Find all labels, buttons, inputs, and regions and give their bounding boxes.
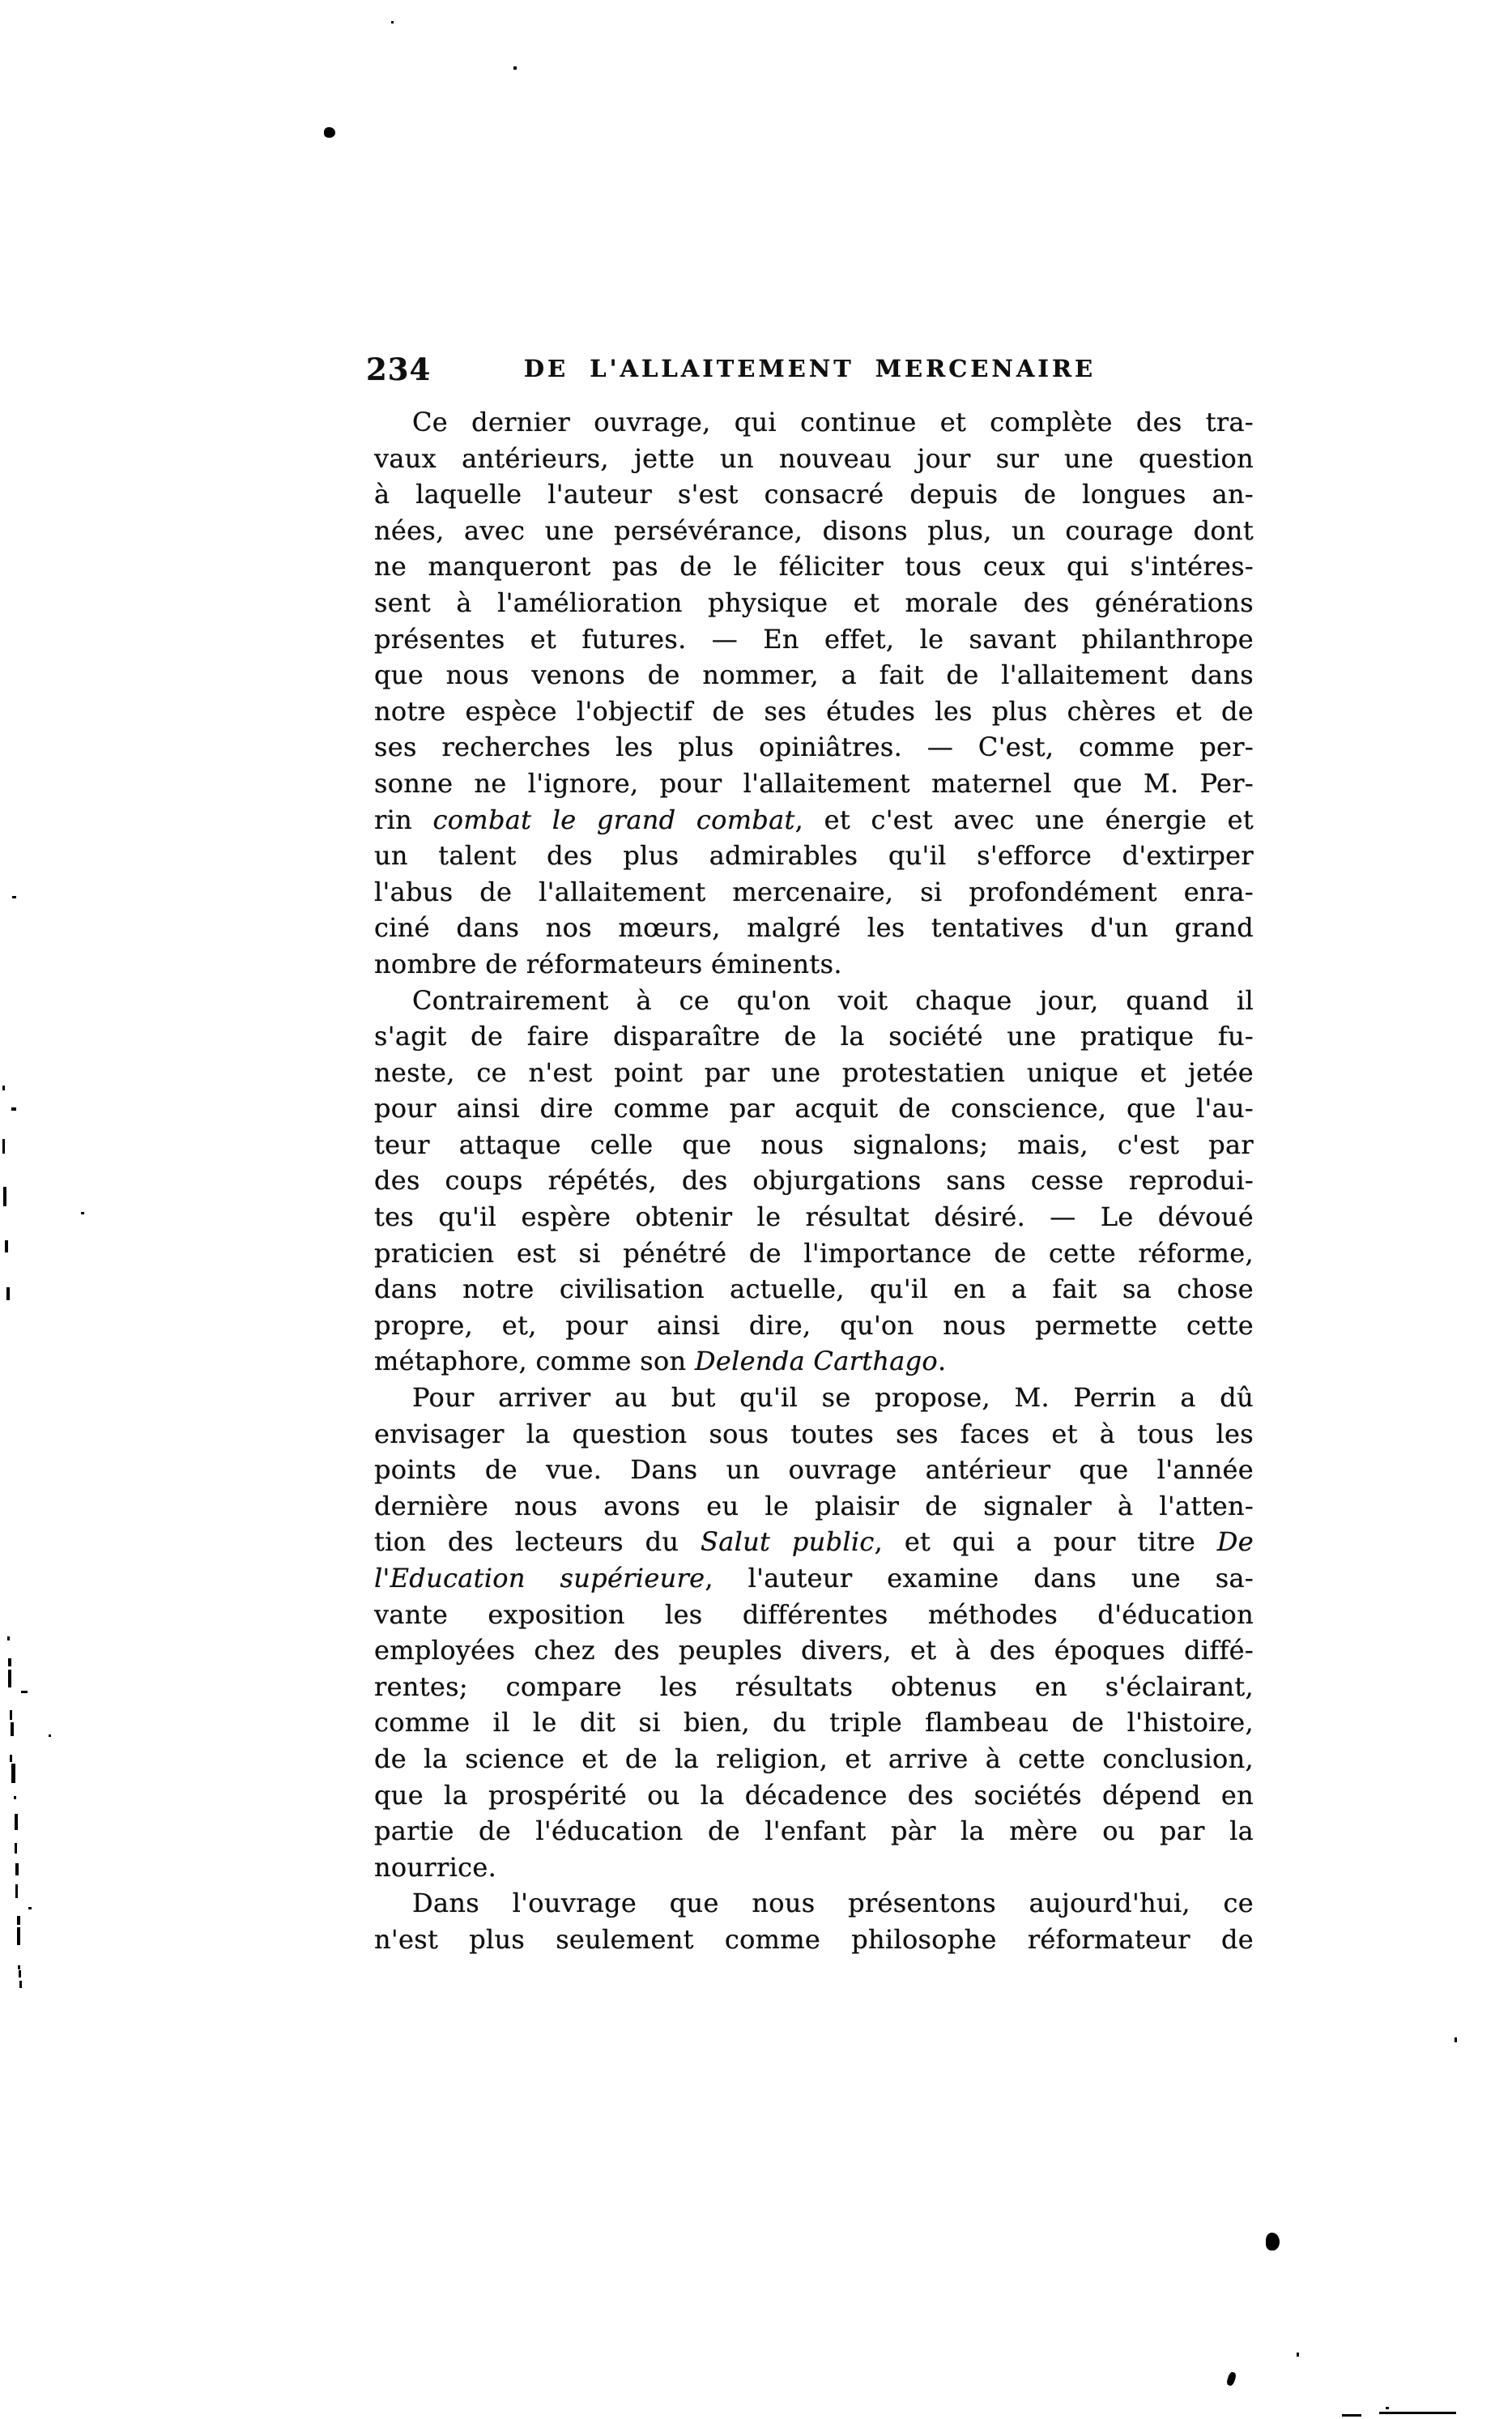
text-line	[374, 1524, 1254, 1560]
ink-mark	[1386, 2407, 1389, 2409]
text-line	[374, 1235, 1254, 1272]
text-line	[374, 1163, 1254, 1199]
italic-text: l'Education supérieure	[374, 1563, 705, 1593]
text-segment: nombre de réformateurs éminents.	[374, 948, 842, 979]
ink-mark	[1266, 2233, 1280, 2250]
text-segment: de la science et de la religion, et arrive à cette conclusion,	[374, 1743, 1254, 1774]
text-line	[374, 1632, 1254, 1669]
ink-mark	[513, 66, 517, 70]
text-segment: vante exposition les différentes méthodes d'éducation	[374, 1598, 1254, 1630]
text-segment: nourrice.	[374, 1851, 497, 1883]
ink-mark	[15, 1814, 18, 1830]
text-line	[374, 1813, 1254, 1849]
text-segment: rentes; compare les résultats obtenus en s'éclairant,	[374, 1670, 1254, 1702]
page-number: 234	[366, 352, 432, 387]
text-line	[374, 983, 1254, 1019]
text-segment: à laquelle l'auteur s'est consacré depuis de longues an-	[374, 479, 1254, 510]
ink-mark	[8, 1670, 11, 1687]
text-segment: un talent des plus admirables qu'il s'efforce d'extirper	[374, 840, 1254, 872]
text-line	[374, 1885, 1254, 1922]
text-line	[374, 1343, 1254, 1380]
text-segment: points de vue. Dans un ouvrage antérieur que l'année	[374, 1454, 1254, 1486]
text-segment: tion des lecteurs du	[374, 1526, 701, 1558]
ink-mark	[18, 1965, 20, 1969]
text-segment: employées chez des peuples divers, et à des époques diffé-	[374, 1635, 1254, 1666]
ink-mark	[17, 1916, 20, 1925]
ink-mark	[1226, 2371, 1237, 2387]
text-segment: sonne ne l'ignore, pour l'allaitement maternel que M. Per-	[374, 767, 1254, 799]
text-line	[374, 1488, 1254, 1525]
text-line	[374, 1308, 1254, 1344]
text-line	[374, 621, 1254, 658]
ink-mark	[12, 896, 16, 898]
text-line	[374, 1271, 1254, 1308]
text-segment: l'abus de l'allaitement mercenaire, si profondément enra-	[374, 876, 1254, 907]
ink-mark	[21, 1691, 28, 1693]
ink-mark	[1342, 2414, 1361, 2417]
text-segment: notre espèce l'objectif de ses études les plus chères et de	[374, 695, 1254, 727]
ink-mark	[15, 1863, 19, 1875]
text-segment: ses recherches les plus opiniâtres. — C'est, comme per-	[374, 732, 1254, 763]
text-line	[374, 657, 1254, 693]
ink-mark	[10, 1755, 12, 1762]
text-line	[374, 1849, 1254, 1886]
ink-mark	[10, 1710, 12, 1720]
text-segment: comme il le dit si bien, du triple flambeau de l'histoire,	[374, 1707, 1254, 1739]
ink-mark	[11, 1107, 16, 1111]
ink-mark	[28, 1907, 32, 1909]
running-header	[366, 352, 1254, 387]
text-line	[374, 1416, 1254, 1453]
text-line	[374, 946, 1254, 983]
ink-mark	[2, 1139, 5, 1154]
ink-mark	[2, 1086, 5, 1090]
ink-mark	[391, 21, 394, 23]
text-segment: , et c'est avec une énergie et	[794, 804, 1254, 835]
text-line	[374, 1597, 1254, 1633]
text-segment: ne manqueront pas de le féliciter tous ceux qui s'intéres-	[374, 551, 1254, 582]
text-line	[374, 404, 1254, 441]
text-segment: dernière nous avons eu le plaisir de signaler à l'atten-	[374, 1490, 1254, 1521]
text-line	[374, 693, 1254, 730]
text-segment: nées, avec une persévérance, disons plus, un courage dont	[374, 514, 1254, 546]
text-segment: , et qui a pour titre	[874, 1526, 1217, 1558]
text-line	[374, 1669, 1254, 1705]
ink-mark	[11, 1764, 15, 1783]
text-segment: envisager la question sous toutes ses faces et à tous les	[374, 1418, 1254, 1449]
text-segment: teur attaque celle que nous signalons; mais, c'est par	[374, 1128, 1254, 1160]
text-line	[374, 1018, 1254, 1055]
text-segment: s'agit de faire disparaître de la société une pratique fu-	[374, 1021, 1254, 1052]
text-segment: rin	[374, 804, 433, 835]
ink-mark	[17, 1927, 20, 1945]
text-line	[374, 1055, 1254, 1091]
ink-mark	[19, 1970, 21, 1977]
text-line	[374, 1199, 1254, 1235]
ink-mark	[3, 1187, 6, 1206]
text-segment: propre, et, pour ainsi dire, qu'on nous permette cette	[374, 1309, 1254, 1341]
text-segment: métaphore, comme son	[374, 1346, 695, 1377]
text-line	[374, 441, 1254, 477]
italic-text: Delenda Carthago	[694, 1346, 938, 1377]
ink-mark	[11, 1722, 14, 1736]
running-title: DE L'ALLAITEMENT MERCENAIRE	[523, 355, 1097, 382]
ink-mark	[14, 1796, 16, 1799]
text-segment: pour ainsi dire comme par acquit de conscience, que l'au-	[374, 1093, 1254, 1124]
text-segment: Ce dernier ouvrage, qui continue et complète des tra-	[412, 407, 1254, 437]
text-segment: vaux antérieurs, jette un nouveau jour sur une question	[374, 442, 1254, 474]
text-line	[374, 476, 1254, 513]
ink-mark	[5, 1240, 8, 1252]
text-line	[374, 874, 1254, 911]
page-text	[374, 404, 1254, 1958]
ink-mark	[7, 1636, 10, 1640]
ink-mark	[1455, 2037, 1457, 2042]
text-segment: Contrairement à ce qu'on voit chaque jour, quand il	[412, 984, 1254, 1016]
text-segment: présentes et futures. — En effet, le savant philanthrope	[374, 623, 1254, 655]
ink-mark	[15, 1843, 17, 1854]
text-line	[374, 802, 1254, 838]
text-segment: sent à l'amélioration physique et morale des générations	[374, 587, 1254, 618]
text-segment: tes qu'il espère obtenir le résultat désiré. — Le dévoué	[374, 1201, 1254, 1233]
text-segment: praticien est si pénétré de l'importance de cette réforme,	[374, 1237, 1254, 1269]
italic-text: combat le grand combat	[432, 804, 795, 835]
text-segment: , l'auteur examine dans une sa-	[705, 1563, 1254, 1593]
text-line	[374, 766, 1254, 802]
text-line	[374, 1127, 1254, 1163]
text-line	[374, 1560, 1254, 1597]
text-segment: que la prospérité ou la décadence des sociétés dépend en	[374, 1779, 1254, 1811]
text-line	[374, 1704, 1254, 1741]
text-segment: Pour arriver au but qu'il se propose, M. Perrin a dû	[412, 1382, 1254, 1414]
text-line	[374, 729, 1254, 766]
text-segment: partie de l'éducation de l'enfant pàr la mère ou par la	[374, 1815, 1254, 1847]
text-segment: des coups répétés, des objurgations sans cesse reprodui-	[374, 1165, 1254, 1197]
ink-mark	[15, 1884, 18, 1898]
italic-text: De	[1216, 1526, 1254, 1558]
text-line	[374, 585, 1254, 621]
text-line	[374, 1452, 1254, 1488]
ink-mark	[1379, 2412, 1456, 2414]
text-line	[374, 1090, 1254, 1127]
text-line	[374, 1777, 1254, 1814]
ink-mark	[324, 127, 335, 138]
text-segment: neste, ce n'est point par une protestatien unique et jetée	[374, 1056, 1254, 1088]
text-segment: dans notre civilisation actuelle, qu'il en a fait sa chose	[374, 1273, 1254, 1305]
ink-mark	[19, 1981, 22, 1988]
ink-mark	[81, 1212, 84, 1214]
text-line	[374, 548, 1254, 585]
text-segment: .	[938, 1346, 947, 1377]
text-line	[374, 838, 1254, 874]
text-line	[374, 910, 1254, 946]
text-segment: Dans l'ouvrage que nous présentons aujourd'hui, ce	[412, 1888, 1254, 1919]
text-segment: n'est plus seulement comme philosophe réformateur de	[374, 1923, 1254, 1955]
text-segment: ciné dans nos mœurs, malgré les tentatives d'un grand	[374, 912, 1254, 944]
ink-mark	[8, 1658, 11, 1666]
ink-mark	[49, 1734, 51, 1737]
text-line	[374, 1741, 1254, 1777]
text-line	[374, 513, 1254, 549]
ink-mark	[1297, 2353, 1299, 2357]
text-line	[374, 1922, 1254, 1958]
text-line	[374, 1380, 1254, 1416]
italic-text: Salut public	[700, 1526, 875, 1558]
ink-mark	[6, 1287, 10, 1300]
text-segment: que nous venons de nommer, a fait de l'allaitement dans	[374, 659, 1254, 691]
